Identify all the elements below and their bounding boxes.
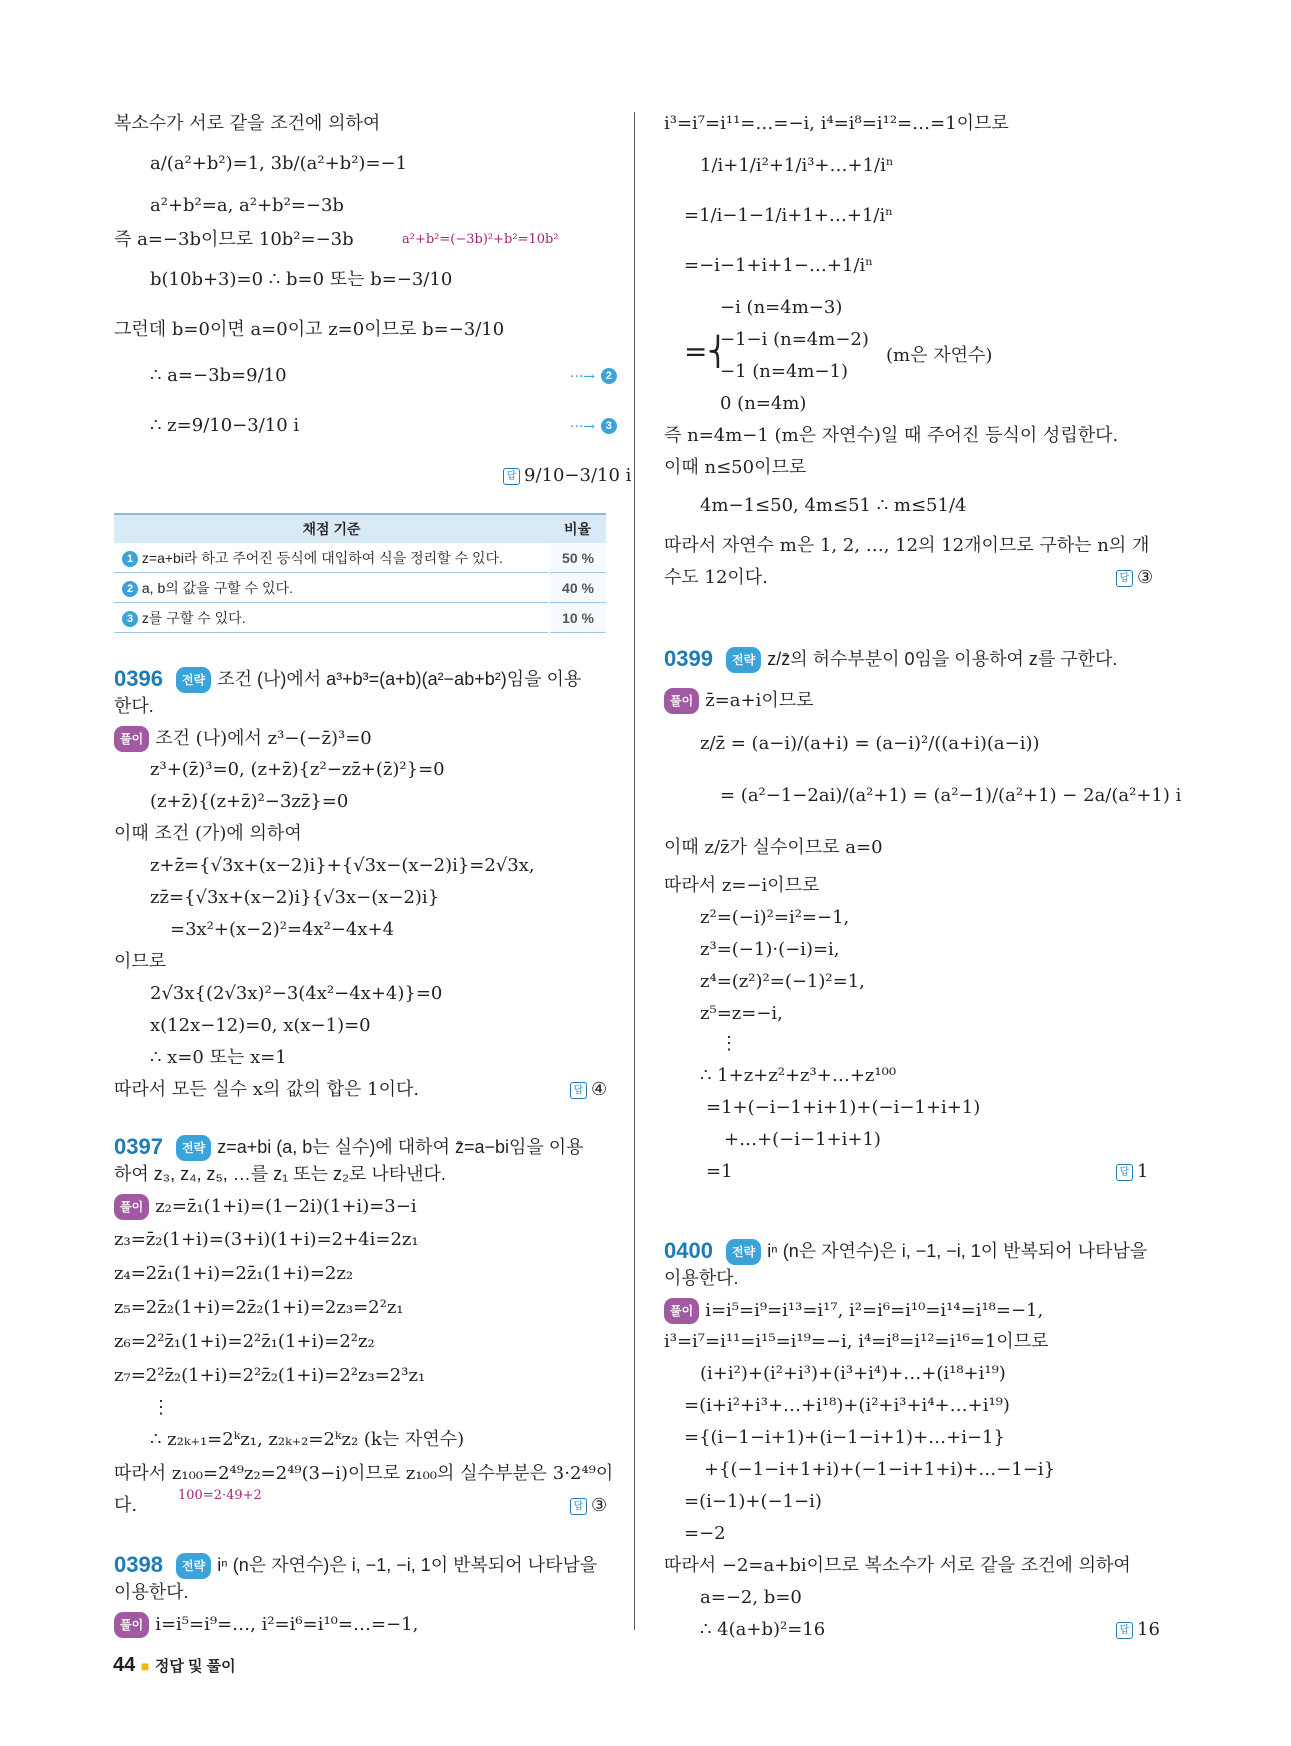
equation: i³=i⁷=i¹¹=…=−i, i⁴=i⁸=i¹²=…=1이므로: [664, 113, 1009, 134]
text-line: 따라서 자연수 m은 1, 2, …, 12의 12개이므로 구하는 n의 개: [664, 535, 1150, 556]
text-line: 따라서 모든 실수 x의 값의 합은 1이다.: [114, 1079, 420, 1100]
answer-icon: 답: [503, 468, 520, 485]
equation: z³=(−1)·(−i)=i,: [700, 939, 840, 960]
table-row: 2 a, b의 값을 구할 수 있다. 40 %: [114, 573, 606, 603]
problem-number: 0400: [664, 1238, 713, 1263]
equation: z₇=2²z̄₂(1+i)=2²z̄₂(1+i)=2²z₃=2³z₁: [114, 1365, 426, 1386]
equation: a/(a²+b²)=1, 3b/(a²+b²)=−1: [150, 153, 408, 174]
case-line: 0 (n=4m): [720, 393, 807, 414]
case-line: −1 (n=4m−1): [720, 361, 849, 382]
equation: z⁵=z=−i,: [700, 1003, 783, 1024]
problem-number: 0399: [664, 646, 713, 671]
strategy: 전략 z=a+bi (a, b는 실수)에 대하여 z̄=a−bi임을 이용: [176, 1135, 584, 1161]
answer-icon: 답: [1116, 1164, 1133, 1181]
text-line: 따라서 z₁₀₀=2⁴⁹z₂=2⁴⁹(3−i)이므로 z₁₀₀의 실수부분은 3·2⁴⁹이: [114, 1463, 614, 1484]
equation: =−2: [684, 1523, 726, 1544]
equation: +…+(−i−1+i+1): [724, 1129, 881, 1150]
answer-icon: 답: [1116, 1622, 1133, 1639]
equation: ∴ 1+z+z²+z³+…+z¹⁰⁰: [700, 1065, 897, 1086]
answer: 답 9/10−3/10 i: [503, 464, 631, 488]
equation: 2√3x{(2√3x)²−3(4x²−4x+4)}=0: [150, 983, 443, 1004]
table-row: 3 z를 구할 수 있다. 10 %: [114, 603, 606, 633]
equation: ∴ z=9/10−3/10 i: [150, 415, 300, 436]
answer: 답 ③: [570, 1494, 607, 1518]
case-line: −1−i (n=4m−2): [720, 329, 869, 350]
case-line: −i (n=4m−3): [720, 297, 843, 318]
text-line: 따라서 −2=a+bi이므로 복소수가 서로 같을 조건에 의하여: [664, 1555, 1131, 1576]
case-note: (m은 자연수): [886, 345, 993, 366]
equation: a=−2, b=0: [700, 1587, 802, 1608]
equation: =1+(−i−1+i+1)+(−i−1+i+1): [706, 1097, 981, 1118]
equation: =3x²+(x−2)²=4x²−4x+4: [170, 919, 395, 940]
equation: i³=i⁷=i¹¹=i¹⁵=i¹⁹=−i, i⁴=i⁸=i¹²=i¹⁶=1이므로: [664, 1331, 1049, 1352]
text-line: 수도 12이다.: [664, 567, 768, 588]
square-icon: ■: [140, 1658, 150, 1674]
strategy: 이용한다.: [114, 1582, 189, 1602]
solution-line: 풀이 z̄=a+i이므로: [664, 688, 814, 714]
strategy: 전략 iⁿ (n은 자연수)은 i, −1, −i, 1이 반복되어 나타남을: [726, 1239, 1147, 1265]
step-marker: ···→ 2: [570, 364, 617, 389]
equation: 4m−1≤50, 4m≤51 ∴ m≤51/4: [700, 495, 967, 516]
answer-icon: 답: [570, 1082, 587, 1099]
strategy: 전략 조건 (나)에서 a³+b³=(a+b)(a²−ab+b²)임을 이용: [176, 667, 581, 693]
equation: z₄=2z̄₁(1+i)=2z̄₁(1+i)=2z₂: [114, 1263, 354, 1284]
equation: z/z̄ = (a−i)/(a+i) = (a−i)²/((a+i)(a−i)): [700, 733, 1040, 754]
answer: 답 ③: [1116, 566, 1153, 590]
equation: zz̄={√3x+(x−2)i}{√3x−(x−2)i}: [150, 887, 440, 908]
equation: = (a²−1−2ai)/(a²+1) = (a²−1)/(a²+1) − 2a/(a²+1) i: [720, 785, 1182, 806]
problem-number: 0397: [114, 1134, 163, 1159]
equation: z²=(−i)²=i²=−1,: [700, 907, 850, 928]
table-header: 채점 기준: [114, 514, 549, 543]
text-line: 이때 n≤50이므로: [664, 457, 807, 478]
text-line: 이때 조건 (가)에 의하여: [114, 823, 302, 844]
equation: ∴ 4(a+b)²=16: [700, 1619, 826, 1640]
problem-number: 0396: [114, 666, 163, 691]
grading-table: [114, 513, 606, 633]
equation: +{(−1−i+1+i)+(−1−i+1+i)+…−1−i}: [704, 1459, 1056, 1480]
solution-line: 풀이 조건 (나)에서 z³−(−z̄)³=0: [114, 726, 372, 752]
answer: 답 1: [1116, 1160, 1148, 1184]
strategy: 전략 iⁿ (n은 자연수)은 i, −1, −i, 1이 반복되어 나타남을: [176, 1553, 597, 1579]
solution-line: 풀이 i=i⁵=i⁹=…, i²=i⁶=i¹⁰=…=−1,: [114, 1612, 418, 1638]
equation: =(i+i²+i³+…+i¹⁸)+(i²+i³+i⁴+…+i¹⁹): [684, 1395, 1010, 1416]
footer-label: 정답 및 풀이: [154, 1658, 236, 1675]
equation: =−i−1+i+1−…+1/iⁿ: [684, 255, 874, 276]
text-line: 그런데 b=0이면 a=0이고 z=0이므로 b=−3/10: [114, 319, 505, 340]
page-number: 44: [113, 1654, 136, 1676]
equation: z₅=2z̄₂(1+i)=2z̄₂(1+i)=2z₃=2²z₁: [114, 1297, 404, 1318]
equation: x(12x−12)=0, x(x−1)=0: [150, 1015, 371, 1036]
strategy: 이용한다.: [664, 1268, 739, 1288]
brace: =⎨: [684, 335, 729, 368]
text-line: 이므로: [114, 951, 167, 972]
problem-number: 0398: [114, 1552, 163, 1577]
equation: =1/i−1−1/i+1+…+1/iⁿ: [684, 205, 894, 226]
text-line: 복소수가 서로 같을 조건에 의하여: [114, 113, 381, 134]
answer: 답 16: [1116, 1618, 1160, 1642]
equation: z₆=2²z̄₁(1+i)=2²z̄₁(1+i)=2²z₂: [114, 1331, 375, 1352]
text-line: 즉 n=4m−1 (m은 자연수)일 때 주어진 등식이 성립한다.: [664, 425, 1119, 446]
equation: z³+(z̄)³=0, (z+z̄){z²−zz̄+(z̄)²}=0: [150, 759, 445, 780]
table-header: 비율: [549, 514, 606, 543]
side-note: a²+b²=(−3b)²+b²=10b²: [402, 232, 559, 247]
answer-icon: 답: [570, 1498, 587, 1515]
equation: ∴ z₂ₖ₊₁=2ᵏz₁, z₂ₖ₊₂=2ᵏz₂ (k는 자연수): [150, 1429, 465, 1450]
column-divider: [634, 112, 635, 1630]
equation: 1/i+1/i²+1/i³+…+1/iⁿ: [700, 155, 894, 176]
strategy: 전략 z/z̄의 허수부분이 0임을 이용하여 z를 구한다.: [726, 647, 1117, 673]
equation: a²+b²=a, a²+b²=−3b: [150, 195, 344, 216]
text-line: 다.: [114, 1495, 138, 1516]
side-note: 100=2·49+2: [178, 1488, 262, 1503]
equation: (i+i²)+(i²+i³)+(i³+i⁴)+…+(i¹⁸+i¹⁹): [700, 1363, 1006, 1384]
text-line: 이때 z/z̄가 실수이므로 a=0: [664, 837, 883, 858]
answer: 답 ④: [570, 1078, 607, 1102]
equation: ∴ a=−3b=9/10: [150, 365, 287, 386]
vdots: ⋮: [152, 1397, 170, 1418]
page-footer: [113, 1654, 236, 1677]
equation: b(10b+3)=0 ∴ b=0 또는 b=−3/10: [150, 269, 453, 290]
solution-line: 풀이 i=i⁵=i⁹=i¹³=i¹⁷, i²=i⁶=i¹⁰=i¹⁴=i¹⁸=−1,: [664, 1298, 1043, 1324]
solution-line: 풀이 z₂=z̄₁(1+i)=(1−2i)(1+i)=3−i: [114, 1194, 417, 1220]
text-line: 즉 a=−3b이므로 10b²=−3b: [114, 229, 354, 250]
table-row: 1 z=a+bi라 하고 주어진 등식에 대입하여 식을 정리할 수 있다. 50 %: [114, 543, 606, 573]
equation: z₃=z̄₂(1+i)=(3+i)(1+i)=2+4i=2z₁: [114, 1229, 419, 1250]
strategy: 하여 z₃, z₄, z₅, …를 z₁ 또는 z₂로 나타낸다.: [114, 1164, 446, 1184]
equation: z⁴=(z²)²=(−1)²=1,: [700, 971, 865, 992]
equation: ={(i−1−i+1)+(i−1−i+1)+…+i−1}: [684, 1427, 1005, 1448]
answer-icon: 답: [1116, 570, 1133, 587]
equation: (z+z̄){(z+z̄)²−3zz̄}=0: [150, 791, 349, 812]
equation: ∴ x=0 또는 x=1: [150, 1047, 287, 1068]
vdots: ⋮: [720, 1033, 738, 1054]
step-marker: ···→ 3: [570, 414, 617, 439]
equation: z+z̄={√3x+(x−2)i}+{√3x−(x−2)i}=2√3x,: [150, 855, 535, 876]
equation: =1: [706, 1161, 733, 1182]
strategy: 한다.: [114, 696, 154, 716]
equation: =(i−1)+(−1−i): [684, 1491, 822, 1512]
text-line: 따라서 z=−i이므로: [664, 875, 820, 896]
